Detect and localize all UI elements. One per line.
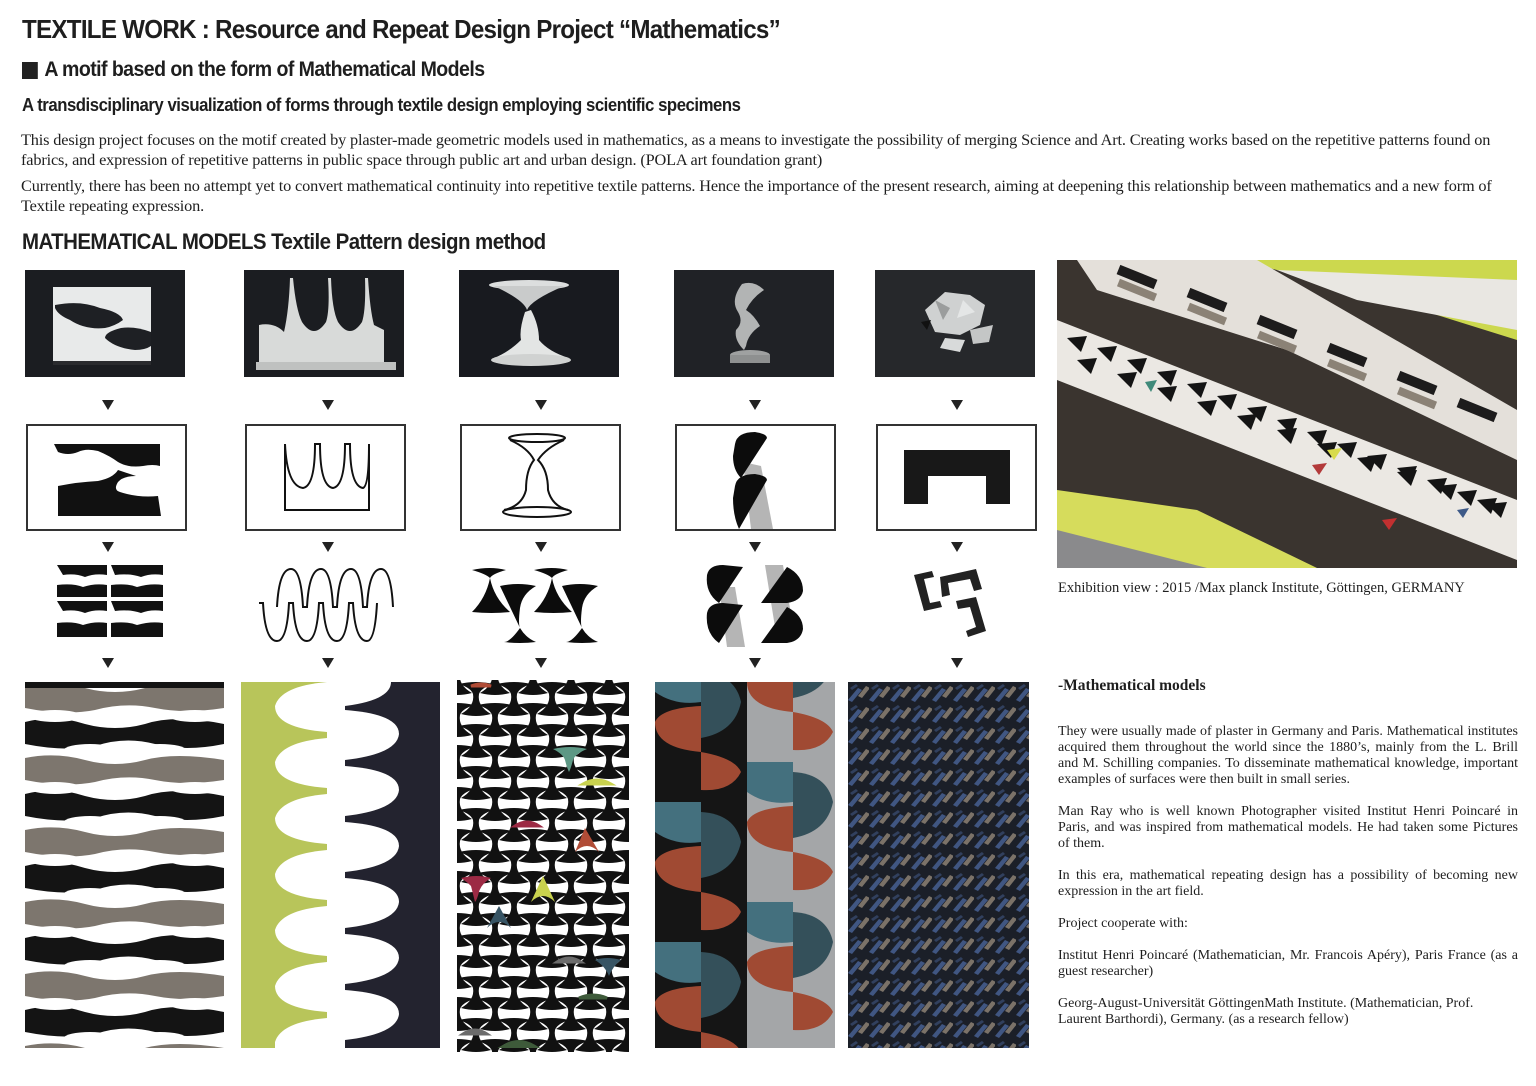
sidebar-paragraph: Georg-August-Universität GöttingenMath Institute. (Mathematician, Prof. Laurent Barthordi), Germany. (as a research fellow) — [1058, 996, 1474, 1027]
down-arrow-icon — [322, 658, 334, 668]
hourglass-outline-diagram — [460, 424, 621, 531]
grey-black-band-textile — [25, 682, 224, 1048]
goblet-multicolor-textile — [457, 680, 629, 1052]
exhibition-photo — [1057, 260, 1517, 568]
down-arrow-icon — [535, 400, 547, 410]
three-peak-surface-photo — [244, 270, 404, 377]
method-heading: MATHEMATICAL MODELS Textile Pattern design method — [22, 229, 546, 254]
down-arrow-icon — [951, 400, 963, 410]
down-arrow-icon — [102, 542, 114, 552]
mathematical-models-sidebar — [1058, 678, 1518, 1044]
down-arrow-icon — [535, 542, 547, 552]
peaks-outline-diagram — [245, 424, 406, 531]
down-arrow-icon — [749, 542, 761, 552]
bracket-repeat-motif — [912, 565, 992, 641]
down-arrow-icon — [951, 658, 963, 668]
hourglass-repeat-motif — [470, 568, 610, 644]
down-arrow-icon — [322, 400, 334, 410]
navy-weave-textile — [848, 682, 1029, 1048]
hyperboloid-model-photo — [459, 270, 619, 377]
helix-silhouette-diagram — [675, 424, 836, 531]
helix-repeat-motif — [705, 565, 805, 647]
polyhedra-model-photo — [875, 270, 1035, 377]
sidebar-paragraph: In this era, mathematical repeating design has a possibility of becoming new expression in the art field. — [1058, 868, 1518, 899]
sidebar-heading: -Mathematical models — [1058, 677, 1206, 694]
intro-paragraph: This design project focuses on the motif created by plaster-made geometric models used in mathematics, as a means to investigate the possibility of merging Science and Art. Creating works based on the repetitive patterns found on fabrics, and expression of repetitive patterns in public space through public art and urban design. (POLA art foundation grant) — [21, 130, 1491, 169]
saddle-silhouette-diagram — [26, 424, 187, 531]
down-arrow-icon — [322, 542, 334, 552]
sidebar-paragraph: Project cooperate with: — [1058, 916, 1188, 931]
lime-navy-wave-textile — [241, 682, 440, 1048]
down-arrow-icon — [102, 400, 114, 410]
page-title: TEXTILE WORK : Resource and Repeat Design Project “Mathematics” — [22, 14, 780, 44]
plaster-saddle-model-photo — [25, 270, 185, 377]
down-arrow-icon — [951, 542, 963, 552]
sidebar-paragraph: They were usually made of plaster in Germany and Paris. Mathematical institutes acquired them throughout the world since the 1880’s, mainly from the L. Brill and M. Schilling companies. To disseminate mathematical knowledge, important examples of surfaces were then built in small series. — [1058, 724, 1518, 787]
helicoid-model-photo — [674, 270, 834, 377]
down-arrow-icon — [102, 658, 114, 668]
subtitle-text: A motif based on the form of Mathematical Models — [44, 58, 485, 81]
saddle-repeat-motif — [55, 563, 165, 639]
section-subtitle — [22, 58, 485, 82]
down-arrow-icon — [535, 658, 547, 668]
intro-paragraph: Currently, there has been no attempt yet to convert mathematical continuity into repetitive textile patterns. Hence the importance of the present research, aiming at deepening this relationship between mathematics and a new form of Textile repeating expression. — [21, 176, 1492, 215]
square-bullet-icon — [22, 62, 38, 79]
bracket-silhouette-diagram — [876, 424, 1037, 531]
intro-text — [21, 130, 1521, 222]
tagline: A transdisciplinary visualization of forms through textile design employing scientific specimens — [22, 95, 741, 115]
down-arrow-icon — [749, 658, 761, 668]
exhibition-caption: Exhibition view : 2015 /Max planck Institute, Göttingen, GERMANY — [1058, 580, 1465, 596]
sidebar-paragraph: Institut Henri Poincaré (Mathematician, Mr. Francois Apéry), Paris France (as a guest researcher) — [1058, 948, 1518, 979]
wave-repeat-motif — [257, 567, 397, 645]
rust-teal-helix-textile — [655, 682, 835, 1048]
sidebar-paragraph: Man Ray who is well known Photographer visited Institut Henri Poincaré in Paris, and was inspired from mathematical models. He had taken some Pictures of them. — [1058, 804, 1518, 851]
down-arrow-icon — [749, 400, 761, 410]
